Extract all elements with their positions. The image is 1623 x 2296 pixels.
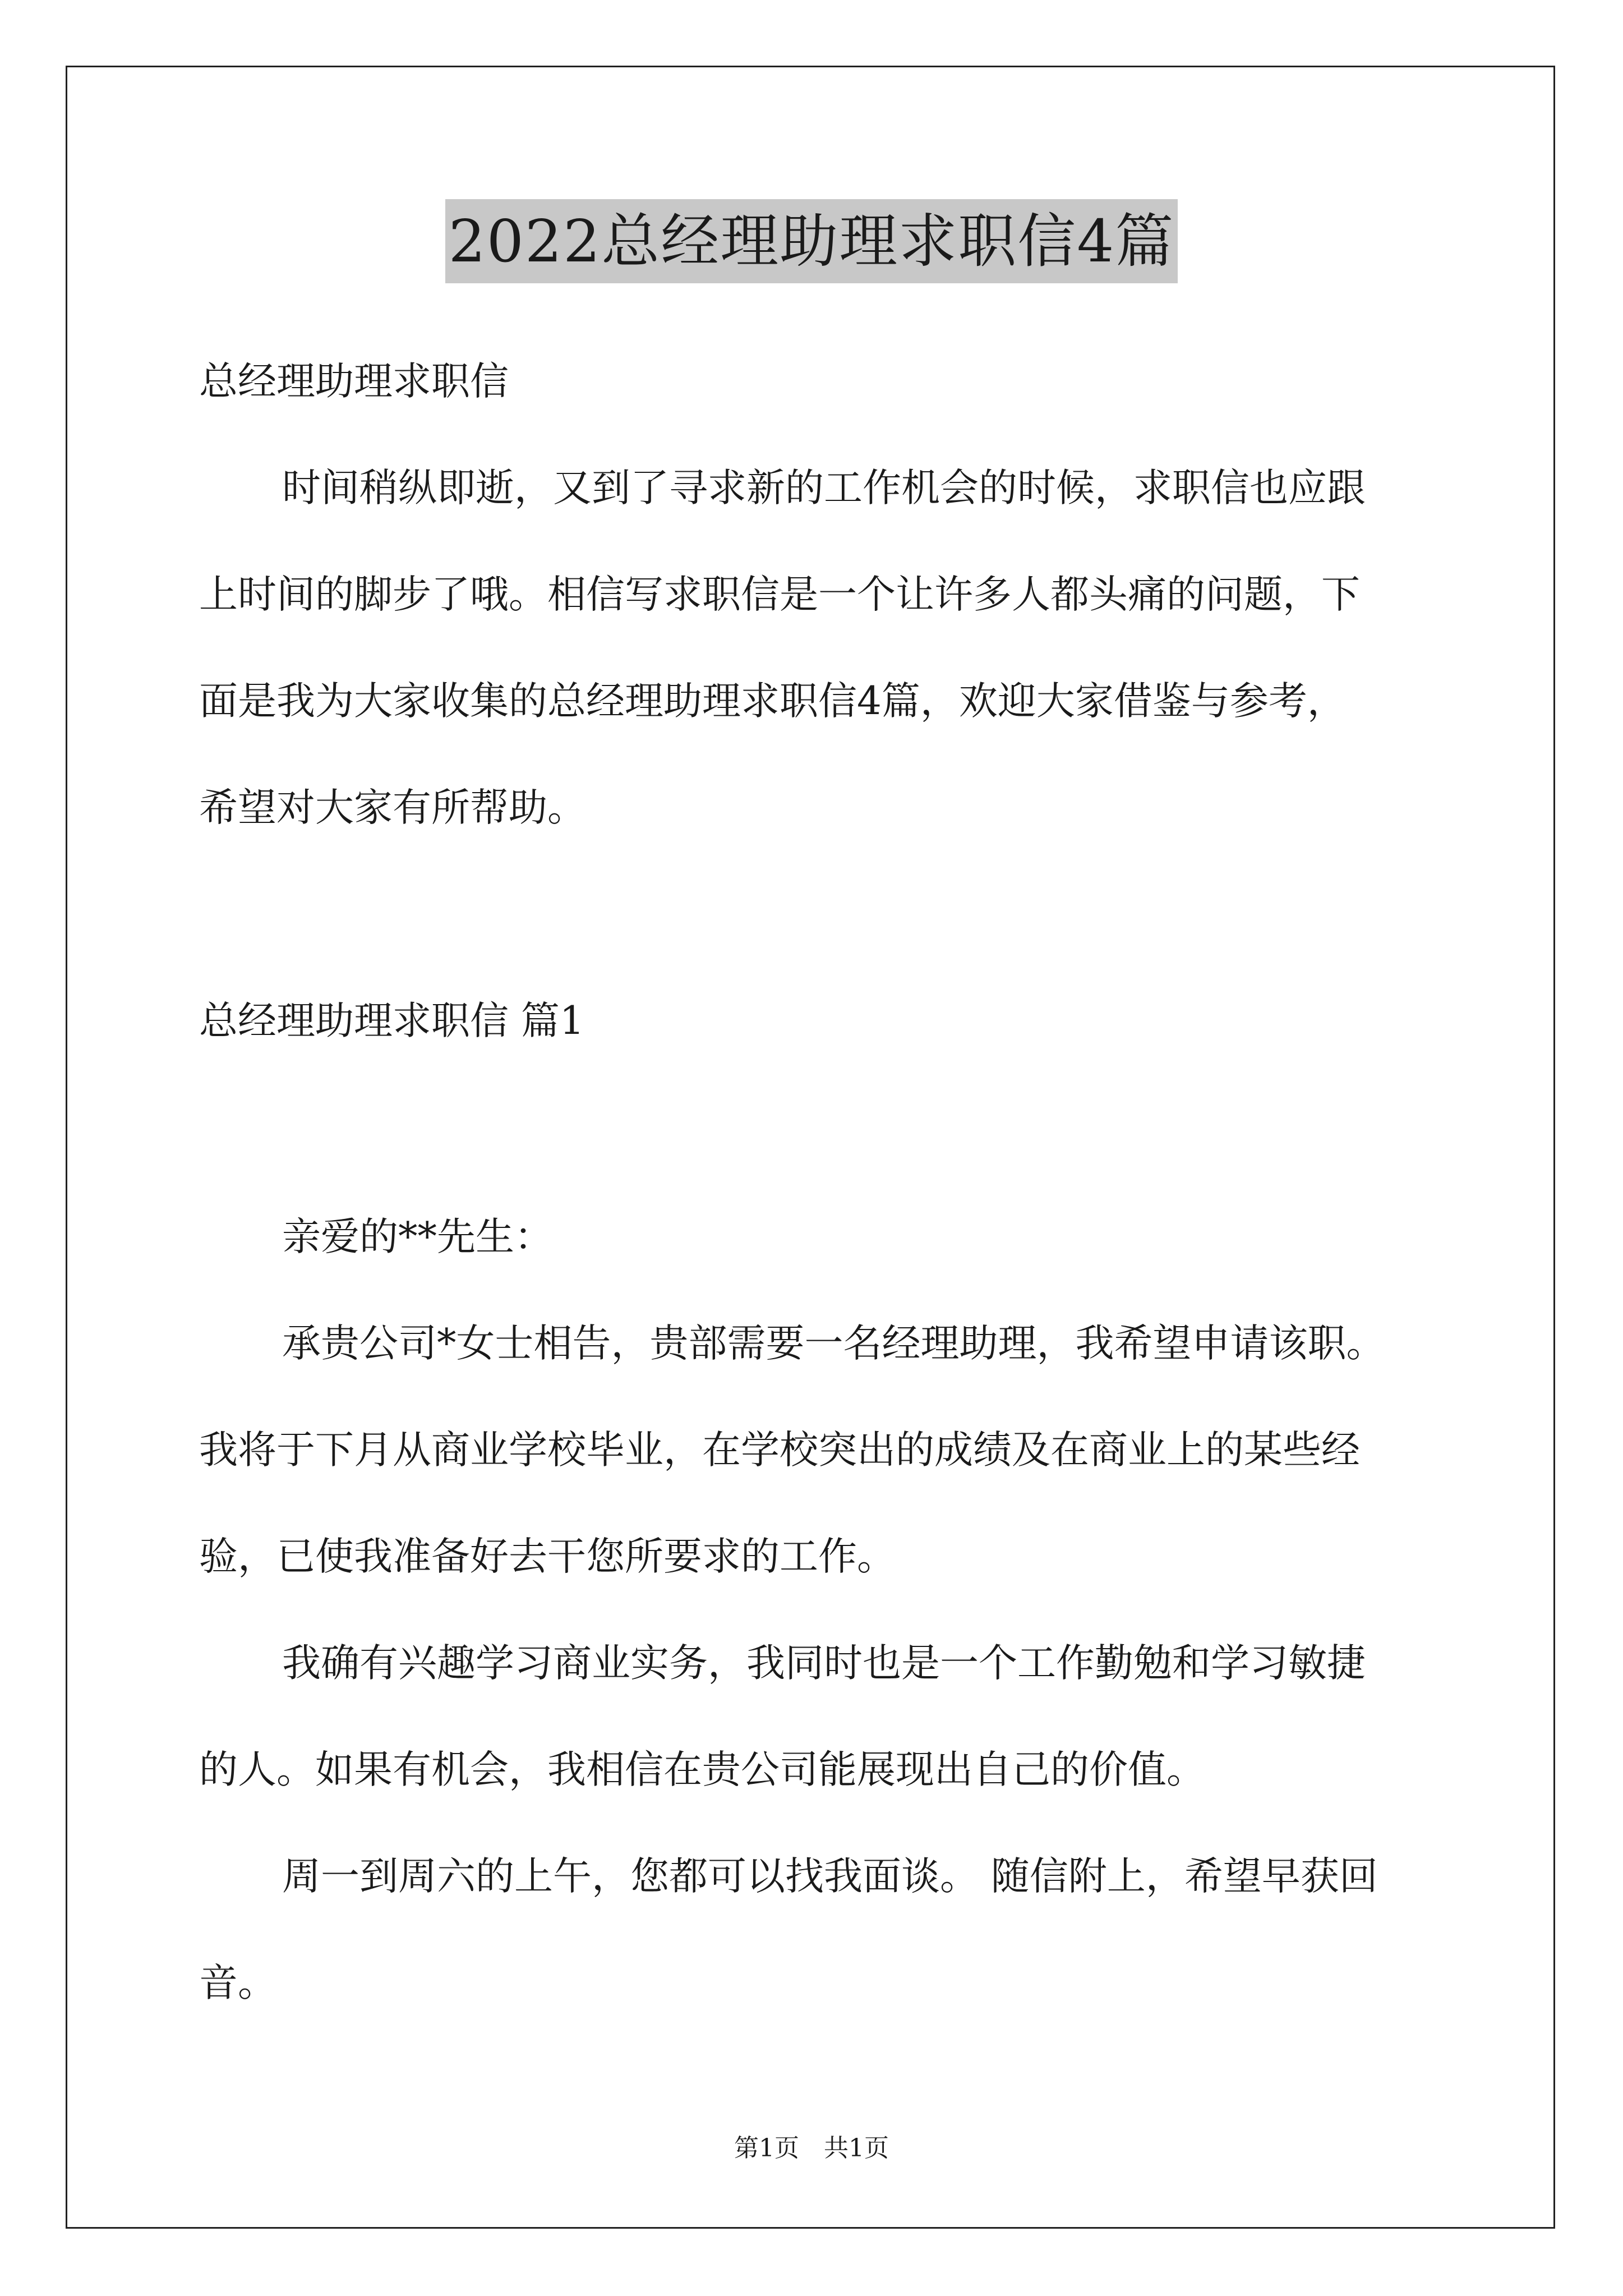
title-container [0,199,1623,283]
intro-line-4: 希望对大家有所帮助。 [199,785,586,830]
letter-heading: 总经理助理求职信 篇1 [199,999,584,1043]
body-line-1: 承贵公司*女士相告，贵部需要一名经理助理，我希望申请该职。 [282,1321,1385,1366]
intro-line-3: 面是我为大家收集的总经理助理求职信4篇，欢迎大家借鉴与参考， [199,679,1346,724]
body-line-3: 验，已使我准备好去干您所要求的工作。 [199,1534,896,1579]
body-line-4: 我确有兴趣学习商业实务，我同时也是一个工作勤勉和学习敏捷 [282,1641,1366,1686]
body-line-2: 我将于下月从商业学校毕业，在学校突出的成绩及在商业上的某些经 [199,1428,1360,1473]
salutation: 亲爱的**先生： [282,1214,553,1259]
body-line-7: 音。 [199,1961,276,2005]
body-line-5: 的人。如果有机会，我相信在贵公司能展现出自己的价值。 [199,1747,1205,1792]
intro-line-2: 上时间的脚步了哦。相信写求职信是一个让许多人都头痛的问题，下 [199,572,1360,617]
page-footer: 第1页 共1页 [734,2134,889,2162]
section-heading: 总经理助理求职信 [199,359,509,404]
intro-line-1: 时间稍纵即逝，又到了寻求新的工作机会的时候，求职信也应跟 [282,466,1366,510]
body-line-6: 周一到周六的上午，您都可以找我面谈。 随信附上，希望早获回 [282,1854,1378,1899]
document-title: 2022总经理助理求职信4篇 [445,199,1178,283]
